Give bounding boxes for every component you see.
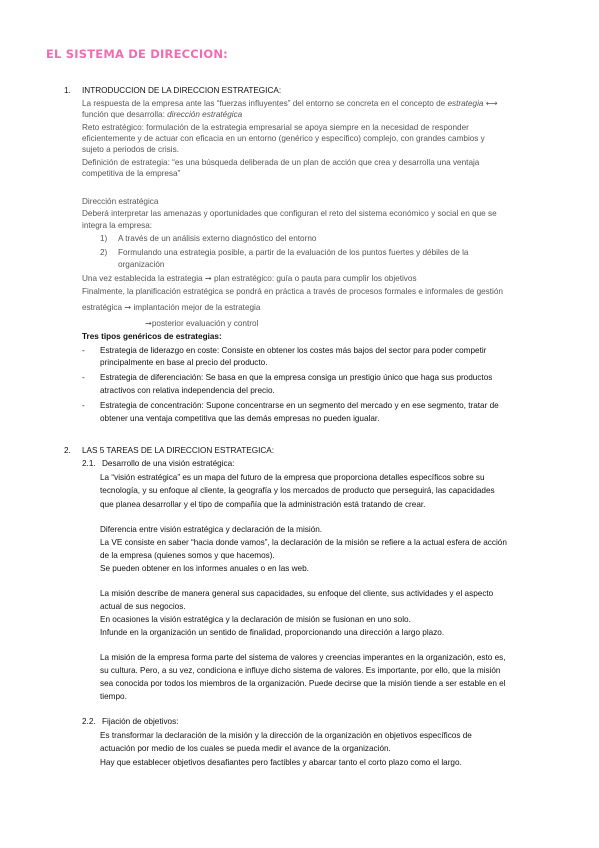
paragraph-line: de la empresa (quienes somos y que hacemos).	[100, 551, 275, 560]
section-1-heading: INTRODUCCION DE LA DIRECCION ESTRATEGICA:	[82, 86, 282, 95]
list-item: A través de un análisis externo diagnóstico del entorno	[118, 234, 317, 243]
list-item: organización	[118, 260, 165, 269]
paragraph-line: Infunde en la organización un sentido de finalidad, proporcionando una dirección a largo plazo.	[100, 628, 445, 637]
subsection-heading: Desarrollo de una visión estratégica:	[102, 459, 235, 468]
paragraph-line: ➞posterior evaluación y control	[145, 319, 259, 328]
paragraph-line: Se pueden obtener en los informes anuales o en las web.	[100, 564, 309, 573]
paragraph-line: función que desarrolla: dirección estratégica	[82, 110, 243, 119]
paragraph-line: La respuesta de la empresa ante las “fuerzas influyentes” del entorno se concreta en el concepto de estrategia ⟷	[82, 99, 498, 108]
paragraph-line: actuación por medio de los cuales se pueda medir el avance de la organización.	[100, 744, 391, 753]
section-1-number: 1.	[64, 86, 71, 95]
paragraph-line: competitiva de la empresa”	[82, 169, 181, 178]
subheading-tipos: Tres tipos genéricos de estrategias:	[82, 332, 222, 341]
bullet-line: atractivos con relativa independencia del precio.	[100, 386, 275, 395]
paragraph-line: tecnología, y su enfoque al cliente, la geografía y los mercados de producto que perseguirá, las capacidades	[100, 486, 495, 495]
bullet-line: Estrategia de concentración: Supone concentrarse en un segmento del mercado y en ese segmento, tratar de	[100, 401, 499, 410]
paragraph-line: Reto estratégico: formulación de la estrategia empresarial se apoya siempre en la necesidad de responder	[82, 123, 469, 132]
paragraph-line: estratégica ➞ implantación mejor de la estrategia	[82, 303, 261, 312]
paragraph-line: Es transformar la declaración de la misión y la dirección de la organización en objetivos específicos de	[100, 731, 472, 740]
page-title: EL SISTEMA DE DIRECCION:	[46, 47, 228, 61]
section-2-heading: LAS 5 TAREAS DE LA DIRECCION ESTRATEGICA:	[82, 446, 274, 455]
paragraph-line: eficientemente y de actuar con eficacia en un entorno (genérico y específico) complejo, con grandes cambios y	[82, 134, 485, 143]
paragraph-line: su cultura. Pero, a su vez, condiciona e influye dicho sistema de valores. Es importante, por ello, que la misión	[100, 666, 501, 675]
paragraph-line: La “visión estratégica” es un mapa del futuro de la empresa que proporciona detalles específicos sobre su	[100, 473, 485, 482]
list-item: Formulando una estrategia posible, a partir de la evaluación de los puntos fuertes y débiles de la	[118, 248, 469, 257]
paragraph-line: que planea desarrollar y el tipo de compañía que la administración está tratando de crear.	[100, 500, 426, 509]
bullet-dash: -	[82, 373, 85, 382]
paragraph-line: En ocasiones la visión estratégica y la declaración de misión se fusionan en uno solo.	[100, 615, 411, 624]
paragraph-line: sujeto a periodos de crisis.	[82, 145, 179, 154]
paragraph-line: Finalmente, la planificación estratégica se pondrá en práctica a través de procesos formales e informales de gestión	[82, 287, 503, 296]
bullet-line: Estrategia de diferenciación: Se basa en que la empresa consiga un prestigio único que haga sus productos	[100, 373, 493, 382]
list-item-number: 1)	[100, 234, 108, 243]
bullet-line: Estrategia de liderazgo en coste: Consiste en obtener los costes más bajos del sector para poder competir	[100, 346, 487, 355]
paragraph-line: Hay que establecer objetivos desafiantes pero factibles y abarcar tanto el corto plazo como el largo.	[100, 758, 462, 767]
paragraph-line: La VE consiste en saber “hacia donde vamos”, la declaración de la misión se refiere a la actual esfera de acción	[100, 538, 507, 547]
bullet-line: principalmente en base al precio del producto.	[100, 358, 268, 367]
paragraph-line: sea conocida por todos los miembros de la organización. Puede decirse que la misión tiende a ser estable en el	[100, 679, 506, 688]
paragraph-line: La misión de la empresa forma parte del sistema de valores y creencias imperantes en la organización, esto es,	[100, 653, 506, 662]
subsection-number: 2.1.	[82, 459, 96, 468]
section-2-number: 2.	[64, 446, 71, 455]
paragraph-line: Una vez establecida la estrategia ➞ plan estratégico: guía o pauta para cumplir los objetivos	[82, 274, 417, 283]
list-item-number: 2)	[100, 248, 108, 257]
subsection-heading: Fijación de objetivos:	[102, 717, 179, 726]
bullet-dash: -	[82, 346, 85, 355]
subheading-direccion-estrategica: Dirección estratégica	[82, 197, 159, 206]
paragraph-line: La misión describe de manera general sus capacidades, su enfoque del cliente, sus actividades y el aspecto	[100, 589, 494, 598]
paragraph-line: integra la empresa:	[82, 221, 153, 230]
subsection-number: 2.2.	[82, 717, 96, 726]
paragraph-line: actual de sus negocios.	[100, 602, 186, 611]
bullet-dash: -	[82, 401, 85, 410]
paragraph-line: Diferencia entre visión estratégica y declaración de la misión.	[100, 525, 323, 534]
paragraph-line: Definición de estrategia: “es una búsqueda deliberada de un plan de acción que crea y desarrolla una ventaja	[82, 158, 480, 167]
paragraph-line: Deberá interpretar las amenazas y oportunidades que configuran el reto del sistema económico y social en que se	[82, 209, 497, 218]
bullet-line: obtener una ventaja competitiva que las demás empresas no pueden igualar.	[100, 414, 380, 423]
paragraph-line: tiempo.	[100, 692, 127, 701]
